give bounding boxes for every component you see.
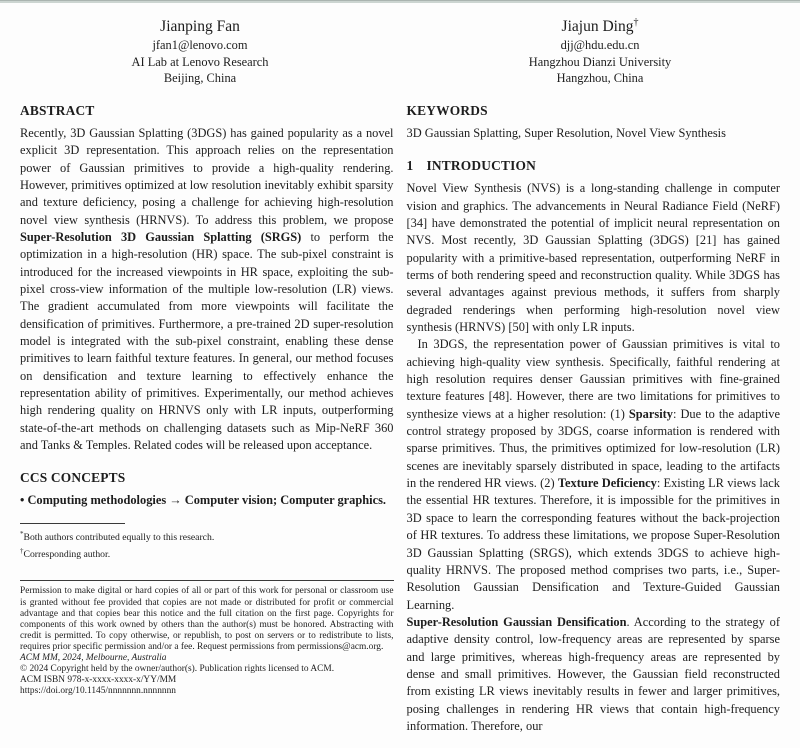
footnote-text: Both authors contributed equally to this research. [23,532,215,544]
left-column [20,102,394,735]
copyright-line: © 2024 Copyright held by the owner/author(s). Publication rights licensed to ACM. [20,664,335,675]
introduction-paragraph-1: Novel View Synthesis (NVS) is a long-standing challenge in computer vision and graphics. The advancements in Neural Radiance Field (NeRF) [34] have demonstrated the potential of implicit neural representation on NVS. Most recently, 3D Gaussian Splatting (3DGS) [21] has gained popularity with a primitive-based representation, outperforming NeRF in terms of both rendering speed and reconstruction quality. While 3DGS has several advantages against previous methods, it suffers from sharply degraded renderings when performing high-resolution novel view synthesis (HRNVS) [50] with only LR inputs. [406,181,780,335]
keywords-text: 3D Gaussian Splatting, Super Resolution, Novel View Synthesis [406,125,726,140]
author-email[interactable]: djj@hdu.edu.cn [560,38,640,53]
introduction-heading [407,157,781,174]
permission-statement: Permission to make digital or hard copies of all or part of this work for personal or classroom use is granted without fee provided that copies are not made or distributed for profit or commercial advantage and that copies bear this notice and the full citation on the first page. Copyrights for components of this work owned by others than the author(s) must be honored. Abstracting with credit is permitted. To copy otherwise, or republish, to post on servers or to redistribute to lists, requires prior specific permission and/or a fee. Request permissions from permissions@acm.org. [20,586,394,652]
ccs-heading: CCS CONCEPTS [20,470,126,486]
doi-link[interactable]: https://doi.org/10.1145/nnnnnnn.nnnnnnn [20,686,176,697]
arrow-right-icon: → [169,493,182,508]
section-title: INTRODUCTION [426,158,537,174]
author-block-ding [400,13,800,87]
author-affiliation: Hangzhou Dianzi University [528,54,672,69]
conference-line: ACM MM, 2024, Melbourne, Australia [20,653,167,664]
ccs-section [20,469,394,509]
right-column [407,102,781,735]
author-block-fan [0,13,400,87]
abstract-heading: ABSTRACT [20,102,95,118]
two-column-layout [0,102,800,735]
ccs-concept-children: Computer vision; Computer graphics. [181,493,386,508]
footnotes-section [20,523,394,562]
author-location: Beijing, China [163,71,237,86]
copyright-permission-section [20,580,394,697]
author-name-text: Jianping Fan [160,18,240,36]
ccs-text [20,492,394,509]
section-number: 1 [406,158,414,174]
author-footnote-mark: † [633,17,639,28]
footnote-text: Corresponding author. [23,548,111,560]
author-name-text: Jiajun Ding [561,18,634,36]
dagger-mark: † [20,546,24,555]
paper-page [0,3,800,735]
author-name [0,13,400,37]
author-email[interactable]: jfan1@lenovo.com [152,38,248,53]
ccs-bullet: • [20,493,25,508]
author-name [400,13,800,37]
introduction-paragraph-3: Super-Resolution Gaussian Densification. According to the strategy of adaptive density control, low-frequency areas are represented by sparse and large primitives, whereas high-frequency areas are represented by dense and small primitives. However, the Gaussian field reconstructed from existing LR views inevitably results in fewer and larger primitives, posing challenges in rendering HR views that contain high-frequency information. Therefore, our [406,614,780,733]
abstract-text: Recently, 3D Gaussian Splatting (3DGS) has gained popularity as a novel explicit 3D representation. This approach relies on the representation power of Gaussian primitives to provide a high-quality rendering. However, primitives optimized at low resolution inevitably exhibit sparsity and texture deficiency, posing a challenge for achieving high-resolution novel view synthesis (HRNVS). To address this problem, we propose Super-Resolution 3D Gaussian Splatting (SRGS) to perform the optimization in a high-resolution (HR) space. The sub-pixel constraint is introduced for the increased viewpoints in HR space, exploiting the sub-pixel cross-view information of the multiple low-resolution (LR) views. The gradient accumulated from more viewpoints will facilitate the densification of primitives. Furthermore, a pre-trained 2D super-resolution model is integrated with the sub-pixel constraint, enabling these dense primitives to learn faithful texture features. In general, our method focuses on densification and texture learning to effectively enhance the representation ability of primitives. Experimentally, our method achieves high rendering quality on HRNVS only with LR inputs, outperforming state-of-the-art methods on challenging datasets such as Mip-NeRF 360 and Tanks & Temples. Related codes will be released upon acceptance. [20,125,394,453]
author-location: Hangzhou, China [556,71,644,86]
asterisk-mark: * [20,529,24,538]
footnote-divider [20,523,125,524]
introduction-paragraph-2: In 3DGS, the representation power of Gaussian primitives is vital to achieving high-quality view synthesis. Specifically, faithful rendering at high resolution requires denser Gaussian primitives with fine-grained texture features [48]. However, there are two limitations for primitives to synthesize views at a higher resolution: (1) Sparsity: Due to the adaptive control strategy proposed by 3DGS, coarse information is rendered with sparse primitives. Thus, the primitives optimized for low-resolution (LR) scenes are inevitably sparsely distributed in space, leading to the artifacts in the rendered HR views. (2) Texture Deficiency: Existing LR views lack the essential HR textures. Therefore, it is impossible for the primitives in 3D space to learn the corresponding features without the back-projection of HR textures. To address these limitations, we propose Super-Resolution 3D Gaussian Splatting (SRGS), which extends 3DGS to achieve high-quality HRNVS. The proposed method comprises two parts, i.e., Super-Resolution Gaussian Densification and Texture-Guided Gaussian Learning. [406,337,780,612]
footnote-equal-contribution [20,528,394,545]
keywords-heading: KEYWORDS [406,102,488,118]
footnote-corresponding-author [20,545,394,562]
isbn-line: ACM ISBN 978-x-xxxx-xxxx-x/YY/MM [20,675,177,686]
authors-header [0,3,800,87]
author-affiliation: AI Lab at Lenovo Research [131,54,269,69]
ccs-concept-parent: Computing methodologies [24,493,170,508]
